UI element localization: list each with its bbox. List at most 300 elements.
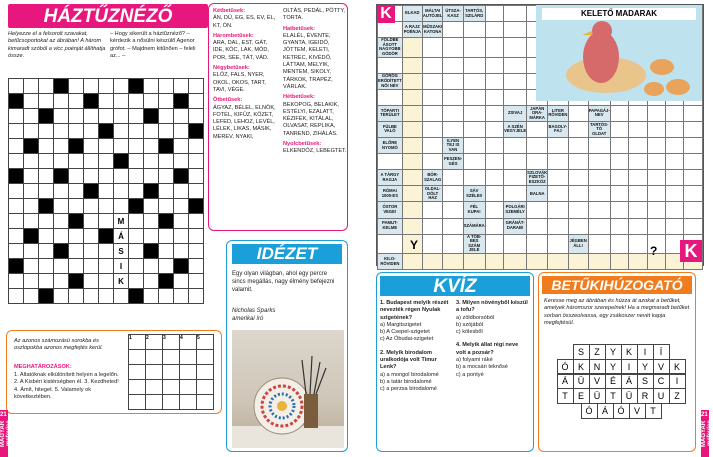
grid-cell[interactable]: [159, 79, 174, 94]
grid-cell[interactable]: I: [114, 259, 129, 274]
grid-cell[interactable]: [54, 229, 69, 244]
grid-cell[interactable]: [174, 259, 189, 274]
grid-cell[interactable]: [129, 229, 144, 244]
quiz-question: 2. Melyik birodalom uralkodója volt Timur Lenk?: [380, 349, 437, 371]
number-grid-cell[interactable]: [146, 380, 163, 395]
grid-cell[interactable]: [189, 244, 204, 259]
letter-cell[interactable]: Z: [669, 389, 685, 404]
grid-cell[interactable]: [39, 79, 54, 94]
grid-cell[interactable]: [69, 79, 84, 94]
letter-cell[interactable]: R: [637, 389, 653, 404]
grid-cell[interactable]: [39, 124, 54, 139]
grid-cell[interactable]: [54, 199, 69, 214]
grid-cell[interactable]: [99, 289, 114, 304]
letter-cell[interactable]: N: [589, 359, 605, 374]
grid-cell[interactable]: [99, 229, 114, 244]
page-title: HÁZTŰZNÉZŐ: [8, 4, 208, 28]
grid-cell[interactable]: [69, 229, 84, 244]
quiz-answer[interactable]: c) kölesből: [456, 329, 483, 336]
grid-cell[interactable]: [69, 214, 84, 229]
number-grid-cell[interactable]: 4: [180, 335, 197, 350]
letter-cell[interactable]: É: [605, 374, 621, 389]
letter-cell[interactable]: S: [573, 345, 589, 360]
grid-cell[interactable]: [144, 274, 159, 289]
number-grid-cell[interactable]: [180, 395, 197, 410]
letter-cell[interactable]: I: [669, 374, 685, 389]
grid-cell[interactable]: [189, 214, 204, 229]
grid-cell[interactable]: [99, 214, 114, 229]
grid-cell[interactable]: [84, 229, 99, 244]
number-grid-cell[interactable]: [146, 365, 163, 380]
grid-cell[interactable]: [24, 124, 39, 139]
grid-cell[interactable]: [129, 94, 144, 109]
letter-cell[interactable]: Á: [621, 374, 637, 389]
grid-cell[interactable]: [174, 199, 189, 214]
quiz-answer[interactable]: a) a mongol birodalomé: [380, 371, 439, 378]
grid-cell[interactable]: [54, 289, 69, 304]
number-grid-cell[interactable]: 2: [146, 335, 163, 350]
letter-cell[interactable]: K: [669, 359, 685, 374]
number-puzzle-intro: Az azonos számozású sorokba és oszlopokba azonos megfejtés kerül.: [14, 338, 103, 352]
grid-cell[interactable]: [189, 124, 204, 139]
grid-cell[interactable]: [159, 214, 174, 229]
grid-cell[interactable]: [99, 94, 114, 109]
grid-cell[interactable]: [54, 139, 69, 154]
grid-cell[interactable]: [84, 154, 99, 169]
grid-cell[interactable]: [9, 214, 24, 229]
letter-cell[interactable]: Ó: [557, 359, 573, 374]
grid-cell[interactable]: [39, 274, 54, 289]
grid-cell[interactable]: [144, 259, 159, 274]
grid-cell[interactable]: [114, 124, 129, 139]
grid-cell[interactable]: [129, 79, 144, 94]
grid-cell[interactable]: [24, 154, 39, 169]
grid-cell[interactable]: [144, 124, 159, 139]
number-grid-cell[interactable]: [197, 365, 214, 380]
grid-cell[interactable]: [159, 274, 174, 289]
grid-cell[interactable]: [189, 184, 204, 199]
grid-cell[interactable]: [114, 109, 129, 124]
grid-cell[interactable]: [114, 289, 129, 304]
quiz-question: 3. Milyen növényből készül a tofu?: [456, 300, 528, 314]
grid-cell[interactable]: [9, 289, 24, 304]
grid-cell[interactable]: [129, 169, 144, 184]
grid-cell[interactable]: [9, 139, 24, 154]
quote-photo: [232, 330, 344, 448]
grid-cell[interactable]: [189, 274, 204, 289]
word-col-2: [283, 8, 347, 156]
grid-cell[interactable]: [9, 229, 24, 244]
grid-cell[interactable]: [144, 169, 159, 184]
letter-cell[interactable]: E: [573, 389, 589, 404]
grid-cell[interactable]: [39, 199, 54, 214]
grid-cell[interactable]: [69, 109, 84, 124]
clue-cell: ÜTSZA- KASZ: [443, 6, 463, 22]
clue-cell: PAPAGÁJ- NEV: [588, 105, 610, 121]
grid-cell[interactable]: [129, 139, 144, 154]
grid-cell[interactable]: [144, 184, 159, 199]
grid-cell[interactable]: [84, 214, 99, 229]
number-grid-cell[interactable]: [129, 365, 146, 380]
grid-cell[interactable]: [9, 259, 24, 274]
clue-cell: SÁV SZÉLEI!: [463, 186, 485, 202]
grid-cell[interactable]: [84, 124, 99, 139]
quiz-question: 1. Budapest melyik részét nevezték régen Nyulak szigetének?: [380, 300, 449, 321]
number-grid-cell[interactable]: 5: [197, 335, 214, 350]
grid-cell[interactable]: [84, 199, 99, 214]
quiz-title: KVÍZ: [380, 276, 530, 296]
grid-cell[interactable]: [24, 229, 39, 244]
grid-cell[interactable]: [144, 79, 159, 94]
crossword-title: KELETŐ MADARAK: [542, 8, 696, 20]
grid-cell[interactable]: [9, 79, 24, 94]
plate-icon: [232, 330, 344, 448]
grid-cell[interactable]: [189, 109, 204, 124]
grid-cell[interactable]: [39, 214, 54, 229]
grid-cell[interactable]: [24, 139, 39, 154]
grid-cell[interactable]: [144, 244, 159, 259]
grid-cell[interactable]: [174, 109, 189, 124]
letter-cell[interactable]: T: [557, 389, 573, 404]
grid-cell[interactable]: [174, 94, 189, 109]
grid-cell[interactable]: [54, 94, 69, 109]
grid-cell[interactable]: [9, 94, 24, 109]
grid-cell[interactable]: [39, 184, 54, 199]
side-tab: MAGYAR mefevice: [0, 410, 8, 457]
grid-cell[interactable]: [189, 79, 204, 94]
grid-cell[interactable]: [159, 109, 174, 124]
grid-cell[interactable]: [24, 244, 39, 259]
grid-cell[interactable]: [144, 229, 159, 244]
grid-cell[interactable]: [54, 169, 69, 184]
grid-cell[interactable]: [129, 214, 144, 229]
letter-cell[interactable]: I: [621, 359, 637, 374]
grid-cell[interactable]: [54, 79, 69, 94]
grid-cell[interactable]: [54, 124, 69, 139]
grid-cell[interactable]: [24, 169, 39, 184]
grid-cell[interactable]: [69, 184, 84, 199]
grid-cell[interactable]: [129, 274, 144, 289]
letter-cell[interactable]: Á: [557, 374, 573, 389]
grid-cell[interactable]: K: [114, 274, 129, 289]
letter-cell[interactable]: K: [573, 359, 589, 374]
word-list: BEKOPOG, BELAKIK, ESTÉLYI, EZALATT, KÉZIFÉK, KITÁLAL, OLVASAT, REPLIKA, TANREND, ZIHÁLÁS.: [283, 101, 339, 137]
letter-cell[interactable]: Á: [597, 404, 613, 419]
grid-cell[interactable]: [129, 199, 144, 214]
quiz-answer[interactable]: b) A Csepel-szigetet: [380, 329, 430, 336]
grid-cell[interactable]: [9, 274, 24, 289]
clue-cell: BALNA: [527, 186, 548, 202]
grid-cell[interactable]: [54, 184, 69, 199]
number-grid-cell[interactable]: [197, 380, 214, 395]
grid-cell[interactable]: [114, 184, 129, 199]
grid-cell[interactable]: [129, 124, 144, 139]
grid-cell[interactable]: [144, 289, 159, 304]
grid-cell[interactable]: [159, 259, 174, 274]
grid-cell[interactable]: [159, 94, 174, 109]
grid-cell[interactable]: [99, 274, 114, 289]
grid-cell[interactable]: [174, 184, 189, 199]
letter-cell[interactable]: V: [653, 359, 669, 374]
grid-cell[interactable]: [114, 94, 129, 109]
letter-cell[interactable]: K: [621, 345, 637, 360]
grid-cell[interactable]: M: [114, 214, 129, 229]
grid-cell[interactable]: [24, 259, 39, 274]
grid-cell[interactable]: [159, 199, 174, 214]
grid-cell[interactable]: [144, 199, 159, 214]
grid-cell[interactable]: [84, 274, 99, 289]
number-grid-cell[interactable]: [146, 395, 163, 410]
grid-cell[interactable]: [144, 214, 159, 229]
letter-cell[interactable]: V: [629, 404, 645, 419]
quiz-answer[interactable]: b) a tatár birodalomé: [380, 378, 432, 385]
letter-cell[interactable]: U: [653, 389, 669, 404]
grid-cell[interactable]: [69, 274, 84, 289]
quiz-answer[interactable]: c) Az Óbudai-szigetet: [380, 336, 434, 343]
grid-cell[interactable]: [99, 169, 114, 184]
number-grid-cell[interactable]: [180, 380, 197, 395]
grid-cell[interactable]: [54, 244, 69, 259]
grid-cell[interactable]: [174, 124, 189, 139]
grid-cell[interactable]: [99, 154, 114, 169]
grid-cell[interactable]: [99, 259, 114, 274]
grid-cell[interactable]: [24, 94, 39, 109]
letter-cell[interactable]: Ó: [581, 404, 597, 419]
grid-cell[interactable]: [54, 154, 69, 169]
grid-cell[interactable]: [84, 169, 99, 184]
quiz-answer[interactable]: b) szójából: [456, 321, 484, 328]
grid-cell[interactable]: [189, 199, 204, 214]
letter-cell[interactable]: Y: [637, 359, 653, 374]
grid-cell[interactable]: [159, 154, 174, 169]
grid-cell[interactable]: [54, 274, 69, 289]
clue-cell: A TÖB- BES SZÁM JELE: [463, 234, 485, 253]
grid-cell[interactable]: [114, 79, 129, 94]
grid-cell[interactable]: [84, 184, 99, 199]
word-list: ÁN, DŰ, EG, ES, EV, ÉL, KT, ÓN.: [213, 15, 276, 29]
grid-cell[interactable]: [69, 139, 84, 154]
clue-cell: GÖRÖG ERŐDÍTETT NŐI NÉV: [378, 73, 402, 88]
grid-cell[interactable]: [69, 94, 84, 109]
grid-cell[interactable]: [189, 289, 204, 304]
grid-cell[interactable]: [99, 109, 114, 124]
grid-cell[interactable]: [129, 154, 144, 169]
grid-cell[interactable]: [84, 94, 99, 109]
grid-cell[interactable]: [9, 169, 24, 184]
grid-cell[interactable]: [114, 154, 129, 169]
letter-cell[interactable]: Y: [605, 345, 621, 360]
grid-cell[interactable]: [189, 259, 204, 274]
quote-text: Egy olyan világban, ahol egy percre sincs megállás, nagy élmény befejezni valamit.: [232, 271, 335, 293]
letter-cell[interactable]: I: [637, 345, 653, 360]
grid-cell[interactable]: [174, 154, 189, 169]
clue-cell: ZSIVAJ: [504, 105, 527, 121]
number-grid-cell[interactable]: [129, 395, 146, 410]
grid-cell[interactable]: [39, 109, 54, 124]
grid-cell[interactable]: [114, 169, 129, 184]
grid-cell[interactable]: [189, 169, 204, 184]
fill-in-grid: [8, 78, 204, 304]
grid-cell[interactable]: [99, 139, 114, 154]
number-grid-cell[interactable]: [180, 350, 197, 365]
number-grid-cell[interactable]: [129, 350, 146, 365]
grid-cell[interactable]: [129, 109, 144, 124]
number-grid-cell[interactable]: [197, 395, 214, 410]
grid-cell[interactable]: [159, 184, 174, 199]
grid-cell[interactable]: [129, 289, 144, 304]
quote-title: IDÉZET: [232, 244, 342, 264]
grid-cell[interactable]: [39, 154, 54, 169]
grid-cell[interactable]: [24, 79, 39, 94]
grid-cell[interactable]: [144, 94, 159, 109]
number-grid-cell[interactable]: [180, 365, 197, 380]
quiz-answer[interactable]: b) a mocsári teknősé: [456, 364, 508, 371]
grid-cell[interactable]: [69, 169, 84, 184]
letter-cell[interactable]: Y: [605, 359, 621, 374]
grid-cell[interactable]: [69, 259, 84, 274]
grid-cell[interactable]: [144, 109, 159, 124]
grid-cell[interactable]: [159, 124, 174, 139]
grid-cell[interactable]: [174, 169, 189, 184]
number-grid-cell[interactable]: [129, 380, 146, 395]
grid-cell[interactable]: [9, 154, 24, 169]
grid-cell[interactable]: [189, 139, 204, 154]
grid-cell[interactable]: [84, 259, 99, 274]
grid-cell[interactable]: [174, 214, 189, 229]
letter-cell[interactable]: V: [589, 374, 605, 389]
grid-cell[interactable]: [159, 244, 174, 259]
quiz-answer[interactable]: a) Margitszigetet: [380, 321, 422, 328]
letter-cell[interactable]: S: [637, 374, 653, 389]
grid-cell[interactable]: [174, 274, 189, 289]
number-grid-cell[interactable]: [197, 350, 214, 365]
quiz-answer[interactable]: a) zöldborsóból: [456, 314, 495, 321]
letter-cell[interactable]: T: [645, 404, 661, 419]
grid-cell[interactable]: [114, 199, 129, 214]
grid-cell[interactable]: [69, 124, 84, 139]
number-grid-cell[interactable]: 3: [163, 335, 180, 350]
letter-cell[interactable]: T: [605, 389, 621, 404]
grid-cell[interactable]: [174, 139, 189, 154]
grid-cell[interactable]: [54, 109, 69, 124]
grid-cell[interactable]: [114, 139, 129, 154]
grid-cell[interactable]: [189, 229, 204, 244]
letter-cell[interactable]: Ü: [621, 389, 637, 404]
grid-cell[interactable]: [9, 199, 24, 214]
grid-cell[interactable]: [84, 244, 99, 259]
grid-cell[interactable]: [24, 274, 39, 289]
quiz-answer[interactable]: c) a perzsa birodalomé: [380, 386, 437, 393]
grid-cell[interactable]: [9, 184, 24, 199]
number-grid-cell[interactable]: [163, 395, 180, 410]
grid-cell[interactable]: [24, 289, 39, 304]
number-grid-cell[interactable]: [163, 380, 180, 395]
grid-cell[interactable]: [144, 139, 159, 154]
letter-cell[interactable]: Ü: [573, 374, 589, 389]
grid-cell[interactable]: [24, 199, 39, 214]
grid-cell[interactable]: [24, 109, 39, 124]
clue-cell: FÜLBE VALÓ: [378, 121, 403, 137]
letter-cell[interactable]: Ü: [589, 389, 605, 404]
grid-cell[interactable]: [99, 124, 114, 139]
number-grid-cell[interactable]: [146, 350, 163, 365]
grid-cell[interactable]: [129, 244, 144, 259]
grid-cell[interactable]: [189, 94, 204, 109]
letter-cell[interactable]: C: [653, 374, 669, 389]
clue-cell: KILO- RÖVIDEN: [378, 253, 403, 269]
clue-cell: SZLOVÁK FIZETŐ- ESZKÖZ: [527, 169, 548, 185]
grid-cell[interactable]: [159, 289, 174, 304]
grid-cell[interactable]: [54, 259, 69, 274]
grid-cell[interactable]: [159, 139, 174, 154]
grid-cell[interactable]: [129, 184, 144, 199]
grid-cell[interactable]: [159, 169, 174, 184]
grid-cell[interactable]: [39, 289, 54, 304]
grid-cell[interactable]: [69, 289, 84, 304]
clue-cell: ILYEN TEJ IS VAN: [443, 138, 463, 154]
letter-cell[interactable]: Ó: [613, 404, 629, 419]
number-grid-cell[interactable]: [163, 350, 180, 365]
grid-cell[interactable]: [84, 139, 99, 154]
k-logo-icon: K: [377, 5, 395, 23]
grid-cell[interactable]: [99, 199, 114, 214]
grid-cell[interactable]: [174, 244, 189, 259]
grid-cell[interactable]: [129, 259, 144, 274]
grid-cell[interactable]: Á: [114, 229, 129, 244]
grid-cell[interactable]: [84, 109, 99, 124]
word-list: ARA, DAL, EST, GÁT, IDE, KÖC, LAK, MÓD, POR, SÉE, TÁT, VÁD.: [213, 40, 269, 61]
clue-cell: ELŐRE NYOMÓ: [378, 138, 403, 154]
grid-cell[interactable]: [39, 229, 54, 244]
grid-cell[interactable]: [9, 244, 24, 259]
grid-cell[interactable]: [189, 154, 204, 169]
grid-cell[interactable]: [84, 79, 99, 94]
grid-cell[interactable]: [174, 229, 189, 244]
grid-cell[interactable]: [39, 244, 54, 259]
grid-cell[interactable]: [39, 169, 54, 184]
grid-cell[interactable]: S: [114, 244, 129, 259]
grid-cell[interactable]: [39, 94, 54, 109]
grid-cell[interactable]: [24, 184, 39, 199]
grid-cell[interactable]: [99, 184, 114, 199]
letter-cell[interactable]: Z: [589, 345, 605, 360]
letter-cell[interactable]: Í: [653, 345, 669, 360]
grid-cell[interactable]: [39, 139, 54, 154]
grid-cell[interactable]: [159, 229, 174, 244]
grid-cell[interactable]: [9, 109, 24, 124]
quiz-answer[interactable]: c) a pontyé: [456, 371, 484, 378]
side-tab: MAGYAR mefevice: [701, 410, 709, 457]
clue-cell: JAPÁN ORA- MÁRKA: [527, 105, 548, 121]
clue-cell: TÖPARTI TERÜLET: [378, 105, 403, 121]
grid-cell[interactable]: [69, 244, 84, 259]
grid-cell[interactable]: [174, 79, 189, 94]
grid-cell[interactable]: [24, 214, 39, 229]
grid-cell[interactable]: [54, 214, 69, 229]
number-grid-cell[interactable]: 1: [129, 335, 146, 350]
grid-cell[interactable]: [144, 154, 159, 169]
grid-cell[interactable]: [39, 259, 54, 274]
grid-cell[interactable]: [9, 124, 24, 139]
number-grid-cell[interactable]: [163, 365, 180, 380]
grid-cell[interactable]: [99, 79, 114, 94]
grid-cell[interactable]: [69, 199, 84, 214]
grid-cell[interactable]: [84, 289, 99, 304]
grid-cell[interactable]: [69, 154, 84, 169]
quiz-answer[interactable]: a) folyami ráké: [456, 357, 493, 364]
grid-cell[interactable]: [99, 244, 114, 259]
grid-cell[interactable]: [174, 289, 189, 304]
